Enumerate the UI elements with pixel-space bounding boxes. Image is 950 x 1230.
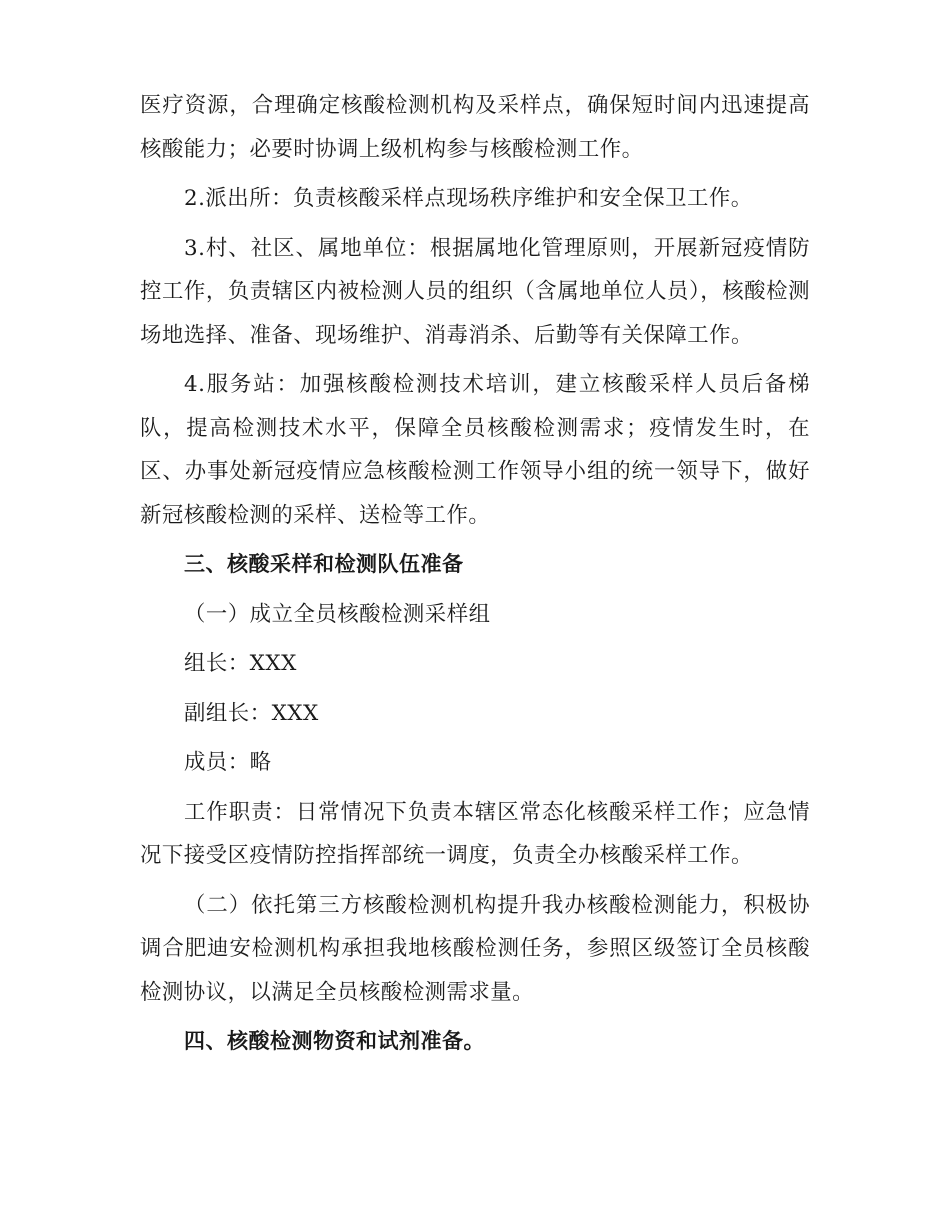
section-heading-4: 四、核酸检测物资和试剂准备。 [184,1029,485,1053]
group-members: 成员：略 [184,750,272,775]
paragraph-duties: 工作职责：日常情况下负责本辖区常态化核酸采样工作；应急情况下接受区疫情防控指挥部统一调度，负责全办核酸采样工作。 [140,799,810,868]
document-page [140,84,810,1070]
group-leader: 组长：XXX [184,651,297,676]
deputy-leader: 副组长：XXX [184,700,319,726]
subsection-2-paragraph: （二）依托第三方核酸检测机构提升我办核酸检测能力，积极协调合肥迪安检测机构承担我地核酸检测任务，参照区级签订全员核酸检测协议，以满足全员核酸检测需求量。 [140,892,810,1005]
section-heading-3: 三、核酸采样和检测队伍准备 [184,552,464,576]
paragraph-village-community: 3.村、社区、属地单位：根据属地化管理原则，开展新冠疫情防控工作，负责辖区内被检测人员的组织（含属地单位人员），核酸检测场地选择、准备、现场维护、消毒消杀、后勤等有关保障工作。 [140,235,810,348]
paragraph-resources: 医疗资源，合理确定核酸检测机构及采样点，确保短时间内迅速提高核酸能力；必要时协调上级机构参与核酸检测工作。 [140,93,810,162]
subsection-1-title: （一）成立全员核酸检测采样组 [184,601,491,627]
paragraph-police-station: 2.派出所：负责核酸采样点现场秩序维护和安全保卫工作。 [184,186,753,211]
paragraph-service-station: 4.服务站：加强核酸检测技术培训，建立核酸采样人员后备梯队，提高检测技术水平，保障全员核酸检测需求；疫情发生时，在区、办事处新冠疫情应急核酸检测工作领导小组的统一领导下，做好新冠核酸检测的采样、送检等工作。 [140,372,810,528]
